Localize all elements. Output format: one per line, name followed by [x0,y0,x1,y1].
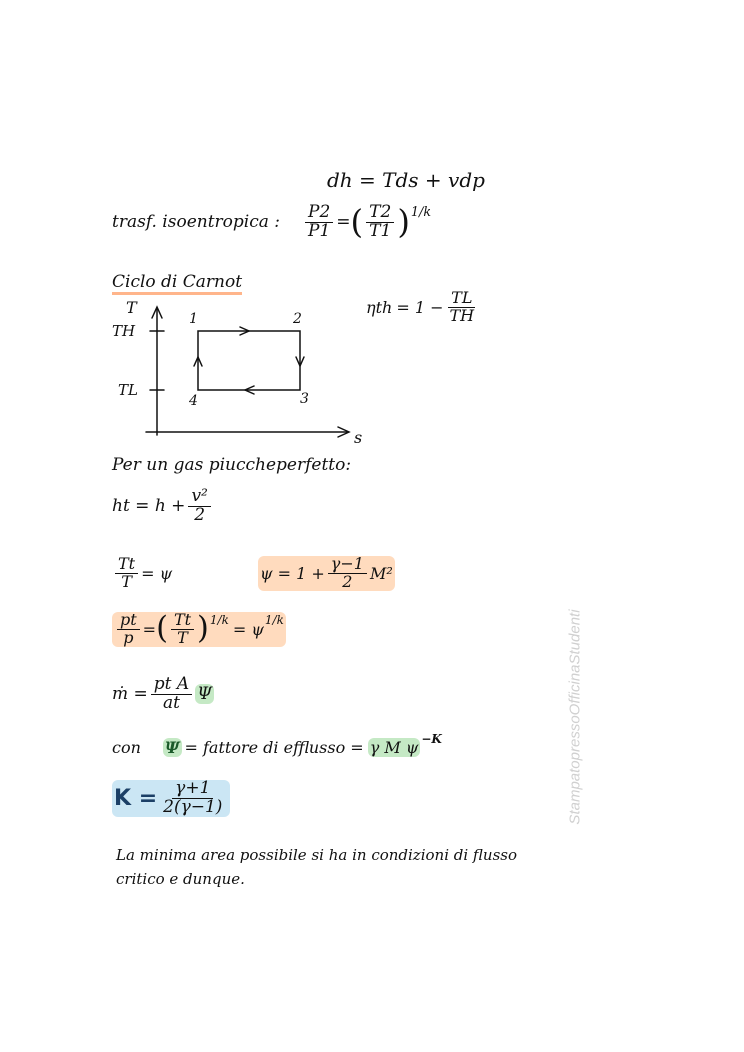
dh-equation: dh = Tds + vdp [327,168,485,192]
label-th: TH [112,322,136,340]
pt-num: pt [117,612,140,630]
carnot-title: Ciclo di Carnot [112,272,242,292]
ht-num: v² [188,488,210,507]
tt-den: T [121,571,132,591]
mass-flow-equation [112,676,214,713]
ht-fraction [188,488,210,525]
point-1: 1 [189,311,198,327]
k-definition [112,780,230,817]
label-tl: TL [118,381,138,399]
note-line-1: La minima area possibile si ha in condizioni di flusso [116,846,518,864]
psi-den: 2 [342,571,353,591]
efficiency-fraction [447,290,478,325]
mdot-fraction [151,676,192,713]
pt-fraction [117,612,140,647]
note-line-2: critico e dunque. [116,870,245,888]
pt-inner-num: Tt [171,612,194,630]
efflux-factor-line [112,731,442,757]
efficiency-num: TL [448,290,475,308]
isentropic-equals: = [336,212,351,233]
psi-rhs: M² [369,563,393,583]
tt-fraction [115,556,138,591]
psi-fraction [328,556,367,591]
mdot-den: at [163,692,180,713]
k-lhs: K = [114,785,158,811]
mdot-num: pt A [151,676,192,695]
pt-rhs-exponent: 1/k [264,613,284,628]
carnot-cycle [198,331,300,390]
ht-lhs: ht = h + [112,496,186,517]
watermark: StampatopressoOfficinaStudenti [566,609,584,825]
isentropic-exponent: 1/k [410,205,432,221]
efficiency-lhs: ηth [366,297,393,317]
efficiency-eq: = 1 − [396,297,444,317]
point-4: 4 [189,393,198,409]
psi-lhs: ψ = 1 + [260,563,325,583]
pt-inner-den: T [177,627,188,647]
pt-eq: = [142,619,157,639]
total-enthalpy-equation [112,488,214,525]
k-num: γ+1 [172,780,213,799]
ht-den: 2 [194,504,206,525]
pt-exponent: 1/k [209,613,229,628]
con-exponent: −K [421,731,442,746]
point-3: 3 [300,391,309,407]
tt-rhs: = ψ [141,563,173,583]
pt-den: p [123,627,134,647]
con-psi: Ψ [164,738,180,757]
pressure-total-equation: $\frac{pt}{p}$ = ( $\frac{Tt}{T}$ ) 1/k = ψ 1/k [112,612,286,647]
efficiency-den: TH [449,305,475,325]
psi-num: γ−1 [328,556,367,574]
axis-label-t: T [126,298,137,317]
con-expr: γ M ψ [369,738,419,757]
pt-inner-fraction [171,612,194,647]
carnot-efficiency [366,290,480,325]
psi-definition [258,556,395,591]
k-den: 2(γ−1) [163,796,223,817]
k-fraction [160,780,225,817]
mdot-lhs: ṁ = [112,684,148,705]
pt-rhs: = ψ [232,619,264,639]
con-def: = fattore di efflusso = [184,738,364,757]
tt-num: Tt [115,556,138,574]
pressure-ratio-num: P2 [305,204,333,223]
con-text: con [112,738,141,757]
axis-label-s: s [354,428,363,447]
mdot-rhs: Ψ [197,684,213,705]
temperature-ratio-num: T2 [366,204,394,223]
gas-title: Per un gas piuccheperfetto: [112,455,352,475]
tt-over-t-equation [112,556,172,591]
pressure-ratio-den: P1 [308,220,331,241]
point-2: 2 [293,311,302,327]
isentropic-equation: trasf. isoentropica : $\frac{P2}{P1}$ = ( $\frac{T2}{T1}$ ) 1/k [112,202,432,242]
temperature-ratio-den: T1 [369,220,392,241]
isentropic-label: trasf. isoentropica : [112,212,281,233]
